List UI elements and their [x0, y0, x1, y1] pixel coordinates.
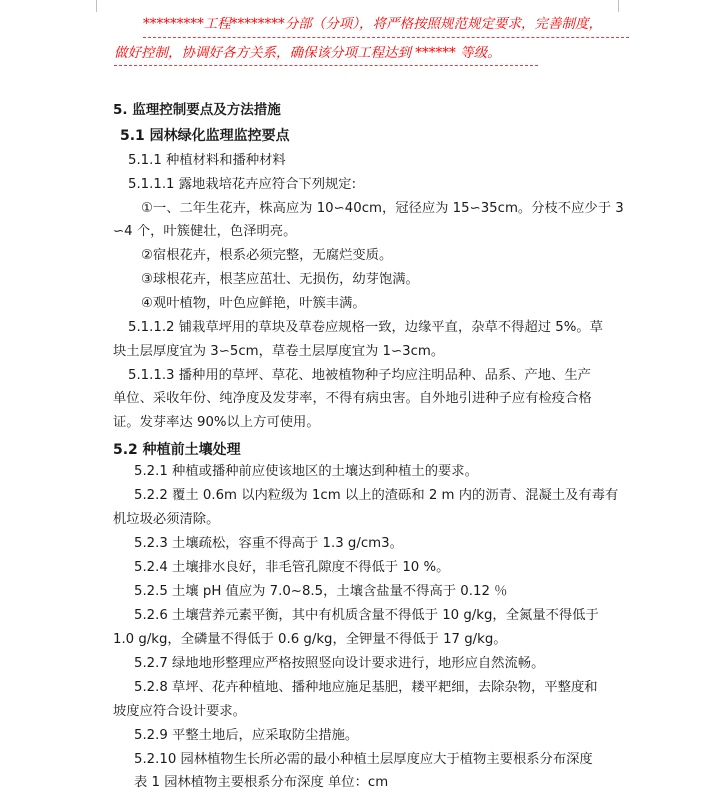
para-5-1-1-3-a: 5.1.1.3 播种用的草坪、草花、地被植物种子均应注明品种、品系、产地、生产 — [128, 368, 591, 383]
list-item-2: ②宿根花卉，根系必须完整，无腐烂变质。 — [141, 248, 393, 263]
para-5-1-1-1: 5.1.1.1 露地栽培花卉应符合下列规定: — [128, 177, 357, 192]
para-5-2-6-a: 5.2.6 土壤营养元素平衡，其中有机质含量不得低于 10 g/kg，全氮量不得低于 — [134, 608, 599, 623]
para-5-2-2-a: 5.2.2 覆土 0.6m 以内粒级为 1cm 以上的渣砾和 2 m 内的沥青、混凝土及有毒有 — [134, 488, 619, 503]
notice-line-1: *********工程********分部（分项），将严格按照规范规定要求，完善制度， — [143, 16, 602, 32]
page-margin-mark-right — [618, 0, 619, 12]
notice-underline-2 — [114, 65, 538, 66]
para-5-2-8-b: 坡度应符合设计要求。 — [113, 704, 246, 719]
para-5-2-3: 5.2.3 土壤疏松，容重不得高于 1.3 g/cm3。 — [134, 536, 403, 551]
list-item-1b: ∽4 个，叶簇健壮，色泽明亮。 — [113, 224, 297, 239]
para-5-2-4: 5.2.4 土壤排水良好，非毛管孔隙度不得低于 10 %。 — [134, 560, 450, 575]
para-5-2-10: 5.2.10 园林植物生长所必需的最小种植土层厚度应大于植物主要根系分布深度 — [134, 752, 593, 767]
para-5-1-1-2-b: 块土层厚度宜为 3∽5cm，草卷土层厚度宜为 1∽3cm。 — [113, 344, 445, 359]
para-5-2-9: 5.2.9 平整土地后，应采取防尘措施。 — [134, 728, 359, 743]
para-5-2-1: 5.2.1 种植或播种前应使该地区的土壤达到种植土的要求。 — [134, 464, 478, 479]
notice-underline-1 — [143, 37, 629, 38]
para-5-2-2-b: 机垃圾必须清除。 — [113, 512, 220, 527]
para-5-1-1-3-c: 证。发芽率达 90%以上方可使用。 — [113, 415, 320, 430]
para-5-2-7: 5.2.7 绿地地形整理应严格按照竖向设计要求进行，地形应自然流畅。 — [134, 656, 545, 671]
notice-line-2: 做好控制，协调好各方关系，确保该分项工程达到 ****** 等级。 — [114, 45, 501, 61]
table-caption: 表 1 园林植物主要根系分布深度 单位：cm — [134, 775, 389, 790]
subsection-heading-5-2: 5.2 种植前土壤处理 — [113, 442, 241, 458]
para-5-1-1: 5.1.1 种植材料和播种材料 — [128, 153, 286, 168]
para-5-1-1-3-b: 单位、采收年份、纯净度及发芽率，不得有病虫害。自外地引进种子应有检疫合格 — [113, 391, 592, 406]
para-5-1-1-2-a: 5.1.1.2 铺栽草坪用的草块及草卷应规格一致，边缘平直，杂草不得超过 5%。草 — [128, 320, 603, 335]
section-heading: 5. 监理控制要点及方法措施 — [113, 102, 281, 118]
para-5-2-5: 5.2.5 土壤 pH 值应为 7.0~8.5，土壤含盐量不得高于 0.12 ％ — [134, 584, 508, 599]
para-5-2-6-b: 1.0 g/kg，全磷量不得低于 0.6 g/kg，全钾量不得低于 17 g/kg。 — [113, 632, 507, 647]
subsection-heading-5-1: 5.1 园林绿化监理监控要点 — [120, 128, 290, 144]
list-item-1a: ①一、二年生花卉，株高应为 10∽40cm，冠径应为 15∽35cm。分枝不应少于 3 — [141, 201, 624, 216]
list-item-4: ④观叶植物，叶色应鲜艳，叶簇丰满。 — [141, 296, 366, 311]
page-margin-mark-left — [96, 0, 97, 12]
list-item-3: ③球根花卉，根茎应茁壮、无损伤，幼芽饱满。 — [141, 272, 419, 287]
para-5-2-8-a: 5.2.8 草坪、花卉种植地、播种地应施足基肥，耧平耙细，去除杂物，平整度和 — [134, 680, 598, 695]
